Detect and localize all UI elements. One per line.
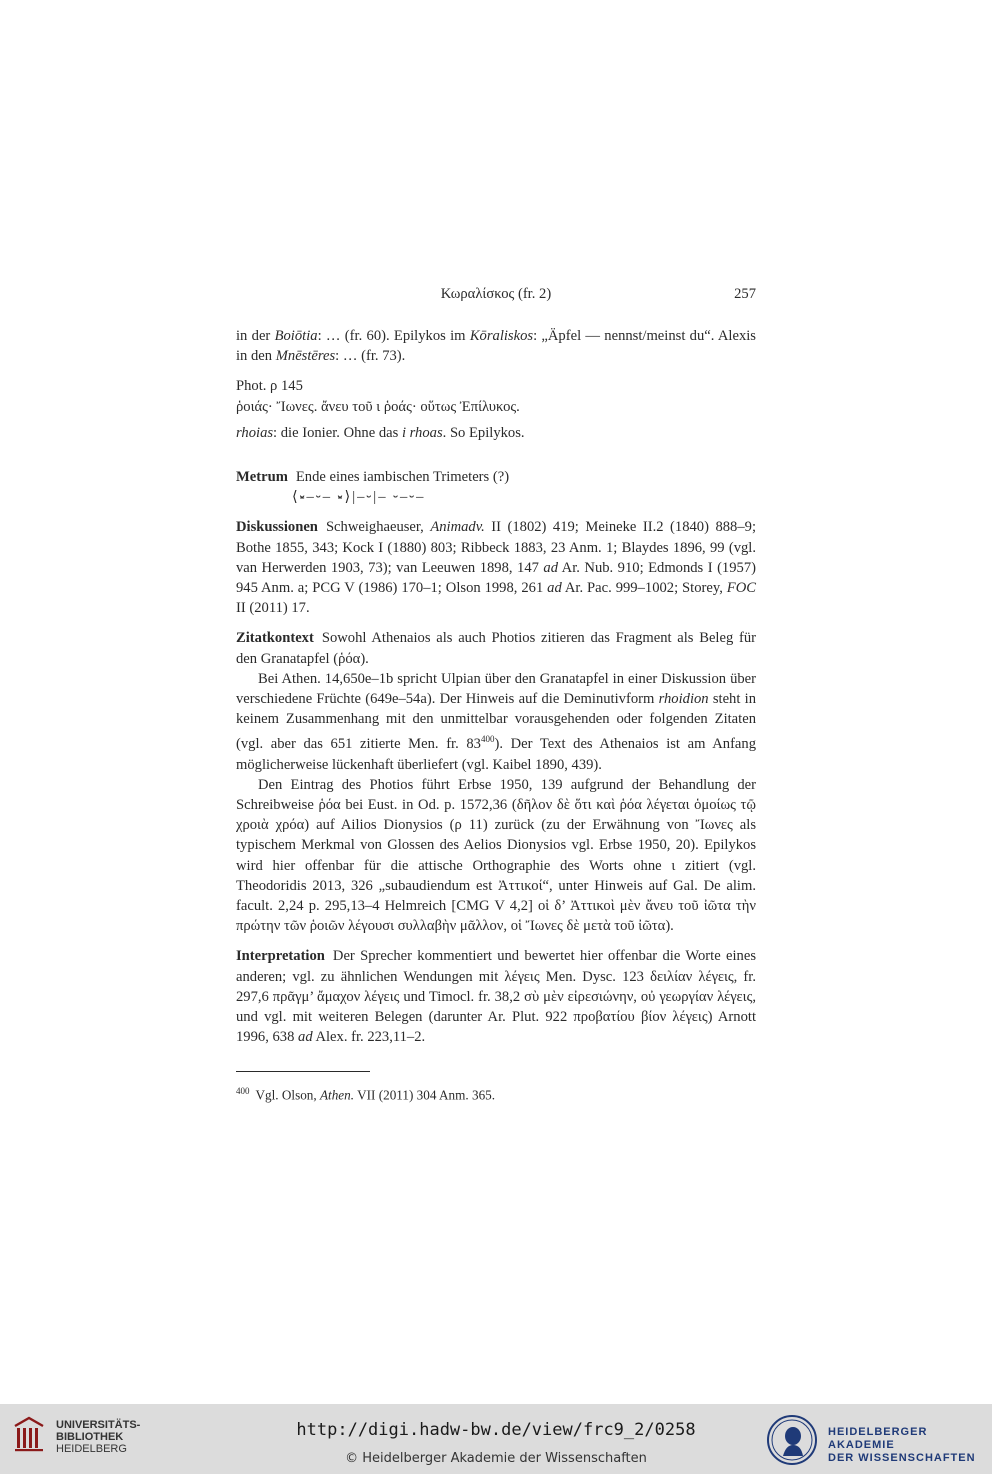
running-head [236,284,756,304]
academy-name[interactable]: HEIDELBERGER AKADEMIE DER WISSENSCHAFTEN [828,1426,976,1464]
metrum-heading: Metrum [236,469,288,486]
zitatkontext-section [236,628,756,936]
intro-paragraph: in der Boiōtia: … (fr. 60). Epilykos im Kōraliskos: „Äpfel — nennst/meinst du“. Alexis in den Mnēstēres: … (fr. 73). [236,328,756,365]
document-page [236,284,756,1105]
photios-greek-text: ῥοιάς· Ἴωνες. ἄνευ τοῦ ι ῥοάς· οὕτως Ἐπίλυκος. [236,398,520,415]
zitatkontext-paragraph-3: Den Eintrag des Photios führt Erbse 1950, 139 aufgrund der Behandlung der Schreibweise ῥόα bei Eust. in Od. p. 1572,36 (δῆλον δὲ ὅτι καὶ ῥόα λέγεται ὁμοίως τῷ χροιὰ χρόα) auf Ailios Dionysios (ρ 11) zurück (zu der Erwähnung von Ἴωνες als typischem Merkmal von Glossen des Aelios Dionysios vgl. Erbse 1950, 20). Epilykos wird hier offenbar für die attische Orthographie des Worts ohne ι zitiert (vgl. Theodoridis 2013, 326 „subaudiendum est Ἀττικοί“, unter Hinweis auf Gal. De alim. facult. 2,24 p. 295,13–4 Helmreich [CMG V 4,2] οἱ δ’ Ἀττικοὶ μὲν ἄνευ τοῦ ἰῶτα τὴν πρώτην τῶν ῥοιῶν λέγουσι συλλαβὴν μᾶλλον, οἱ Ἴωνες δὲ μετὰ τοῦ ἰῶτα). [236,776,756,935]
footnote-divider [236,1071,370,1072]
academy-seal-icon[interactable] [766,1414,818,1466]
metrum-section [236,467,756,507]
footnote-reference: 400 [480,734,495,745]
library-name[interactable]: UNIVERSITÄTS- BIBLIOTHEK HEIDELBERG [56,1419,141,1455]
footnote: $^{400}$ Vgl. Olson, Athen. VII (2011) 304 Anm. 365. [236,1086,496,1103]
zitatkontext-paragraph-2: Bei Athen. 14,650e–1b spricht Ulpian über den Granatapfel in einer Diskussion über verschiedene Früchte (649e–54a). Der Hinweis auf die Deminutivform rhoidion steht in keinem Zusammenhang mit den unmittelbar vorausgehenden oder folgenden Zitaten (vgl. aber das 651 zitierte Men. fr. $83^{400}$). Der Text des Athenaios ist am Anfang möglicherweise lückenhaft überliefert (vgl. Kaibel 1890, 439). [236,670,756,773]
zitatkontext-paragraph-1: Sowohl Athenaios als auch Photios zitieren das Fragment als Beleg für den Granatapfel (ῥόα). [236,630,756,667]
permalink-url[interactable]: http://digi.hadw-bw.de/view/frc9_2/0258 [296,1420,696,1440]
interpretation-section: Interpretation Der Sprecher kommentiert und bewertet hier offenbar die Worte eines anderen; vgl. zu ähnlichen Wendungen mit λέγεις Men. Dysc. 123 δειλίαν λέγεις, fr. 297,6 πρᾶγμ’ ἄμαχον λέγεις und Timocl. fr. 38,2 σὺ μὲν εἰρεσιώνην, οὐ γεωργίαν λέγεις, und vgl. mit weiteren Belegen (darunter Ar. Plut. 922 προβατίου βίον λέγεις) Arnott 1996, 638 ad Alex. fr. 223,11–2. [236,948,756,1046]
interpretation-heading: Interpretation [236,948,325,965]
running-title: Κωραλίσκος (fr. 2) [440,286,552,302]
footer-bar [0,1404,992,1474]
copyright-notice: © Heidelberger Akademie der Wissenschaften [345,1451,647,1466]
page-number: 257 [734,286,756,302]
diskussionen-section: Diskussionen Schweighaeuser, Animadv. II (1802) 419; Meineke II.2 (1840) 888–9; Bothe 1855, 343; Kock I (1880) 803; Ribbeck 1883, 23 Anm. 1; Blaydes 1896, 99 (vgl. van Herwerden 1903, 73); van Leeuwen 1898, 147 ad Ar. Nub. 910; Edmonds I (1957) 945 Anm. a; PCG V (1986) 170–1; Olson 1998, 261 ad Ar. Pac. 999–1002; Storey, FOC II (2011) 17. [236,519,756,617]
photios-translation: rhoias: die Ionier. Ohne das i rhoas. So Epilykos. [236,424,525,441]
photios-reference: Phot. ρ 145 [236,378,303,395]
footnote-number: 400 [236,1086,250,1097]
photios-source [236,376,756,443]
zitatkontext-heading: Zitatkontext [236,630,314,647]
metrical-scheme: ⟨⏓–⏑– ⏓⟩|–⏑|– ⏑–⏑– [292,489,426,506]
metrum-text: Ende eines iambischen Trimeters (?) [295,469,510,486]
diskussionen-heading: Diskussionen [236,519,318,536]
